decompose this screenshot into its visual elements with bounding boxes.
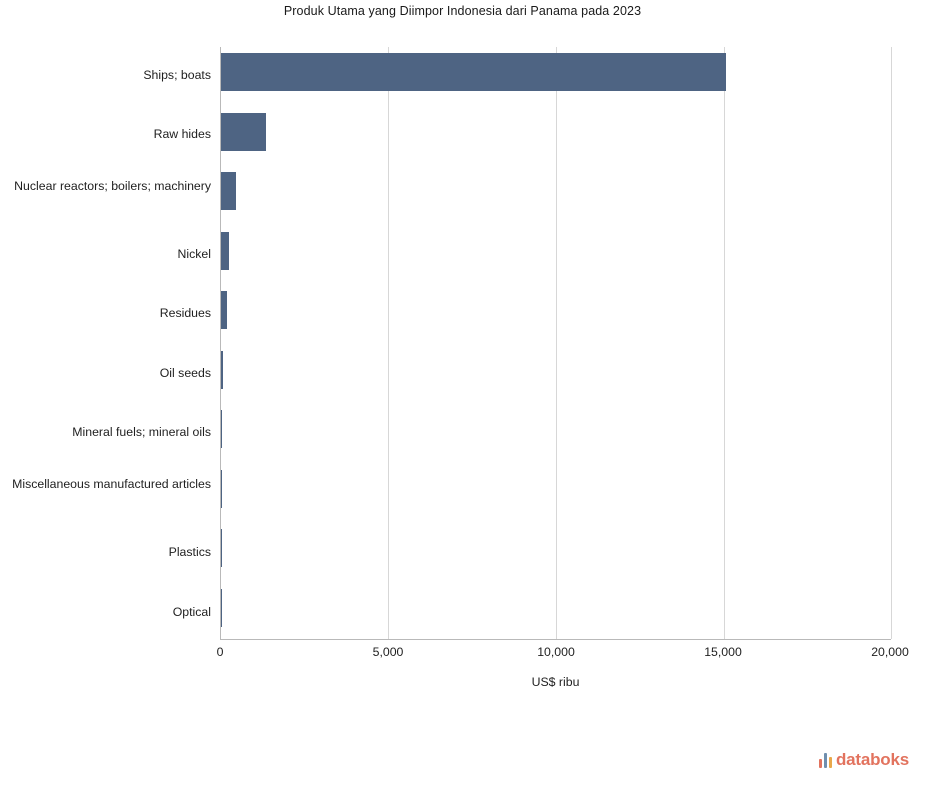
gridline [556, 47, 557, 639]
gridline [388, 47, 389, 639]
category-label: Mineral fuels; mineral oils [72, 425, 211, 439]
category-label: Miscellaneous manufactured articles [12, 477, 211, 491]
y-axis-category-labels [0, 47, 211, 639]
bar-ships-boats [221, 53, 726, 91]
gridline [724, 47, 725, 639]
category-label: Raw hides [153, 127, 211, 141]
x-tick-label: 20,000 [871, 645, 909, 659]
plot-area [220, 47, 892, 639]
bar-mineral-fuels [221, 410, 222, 448]
x-tick-label: 5,000 [372, 645, 404, 659]
category-label: Oil seeds [159, 366, 211, 380]
x-axis-title: US$ ribu [531, 675, 580, 689]
bar-optical [221, 589, 222, 627]
bar-oil-seeds [221, 351, 223, 389]
databoks-logo-icon [819, 752, 832, 768]
x-tick-label: 10,000 [537, 645, 575, 659]
category-label: Nuclear reactors; boilers; machinery [14, 179, 211, 193]
bar-plastics [221, 529, 222, 567]
databoks-watermark [819, 750, 909, 770]
category-label: Plastics [168, 545, 211, 559]
bar-nickel [221, 232, 229, 270]
category-label: Optical [172, 605, 211, 619]
chart-title: Produk Utama yang Diimpor Indonesia dari Panama pada 2023 [283, 4, 642, 18]
x-tick-label: 15,000 [704, 645, 742, 659]
category-label: Residues [159, 306, 211, 320]
x-tick-label: 0 [216, 645, 224, 659]
watermark-label: databoks [835, 750, 909, 769]
bar-residues [221, 291, 227, 329]
bar-nuclear-reactors [221, 172, 236, 210]
bar-misc-manufactured [221, 470, 222, 508]
category-label: Nickel [177, 247, 211, 261]
gridline [891, 47, 892, 639]
x-axis-line [220, 639, 891, 640]
bar-raw-hides [221, 113, 266, 151]
category-label: Ships; boats [143, 68, 211, 82]
